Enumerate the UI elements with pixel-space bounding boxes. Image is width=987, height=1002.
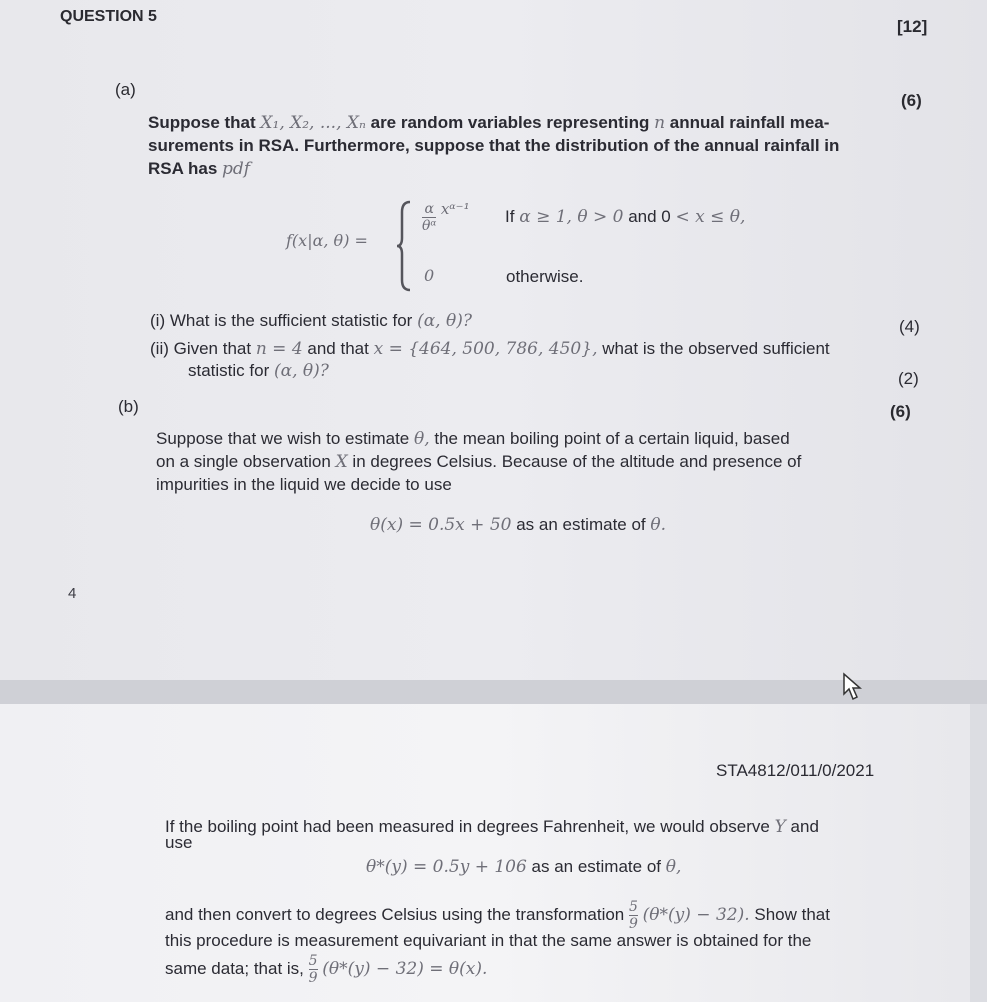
page2-line1: If the boiling point had been measured in degrees Fahrenheit, we would observe Y and xyxy=(165,817,819,837)
part-a-line1: Suppose that X₁, X₂, ..., Xₙ are random variables representing n annual rainfall mea- xyxy=(148,113,830,133)
question-ii-marks: (2) xyxy=(898,369,919,388)
estimator-fahrenheit: θ*(y) = 0.5y + 106 as an estimate of θ, xyxy=(366,857,682,877)
total-marks: [12] xyxy=(897,17,928,36)
part-b-line3: impurities in the liquid we decide to use xyxy=(156,475,452,494)
page2-line4: this procedure is measurement equivariant in that the same answer is obtained for the xyxy=(165,931,812,950)
pdf-case2-value: 0 xyxy=(424,266,435,285)
question-i: (i) What is the sufficient statistic for (α, θ)? xyxy=(150,311,472,331)
five-ninths-fraction-1: $\frac{5}{9}$ xyxy=(629,899,638,932)
page-bottom xyxy=(0,704,970,1002)
part-b-marks: (6) xyxy=(890,402,911,421)
course-code: STA4812/011/0/2021 xyxy=(716,761,875,780)
estimator-celsius: θ(x) = 0.5x + 50 as an estimate of θ. xyxy=(370,515,667,535)
pdf-lhs: f(x|α, θ) = xyxy=(286,231,368,250)
question-ii: (ii) Given that n = 4 and that x = {464, 500, 786, 450}, what is the observed sufficient xyxy=(150,339,830,359)
pdf-fraction: $\frac{\alpha}{\text{θᵅ}}$ xyxy=(422,201,437,235)
part-b-label: (b) xyxy=(118,397,139,416)
pdf-case2-text: otherwise. xyxy=(506,267,584,286)
part-a-label: (a) xyxy=(115,80,136,99)
pdf-case1-expr: $\frac{\alpha}{\text{θᵅ}}$ xᵅ⁻¹ xyxy=(422,200,470,235)
page2-line3: and then convert to degrees Celsius using the transformation $\frac{5}{9}$ (θ*(y) − 32). Show that xyxy=(165,899,830,932)
page-gap xyxy=(0,680,987,704)
part-b-line1: Suppose that we wish to estimate θ, the mean boiling point of a certain liquid, based xyxy=(156,429,790,449)
part-b-line2: on a single observation X in degrees Celsius. Because of the altitude and presence of xyxy=(156,452,802,472)
page-number: 4 xyxy=(68,585,77,602)
five-ninths-fraction-2: $\frac{5}{9}$ xyxy=(308,953,318,986)
pdf-case1-cond: If α ≥ 1, θ > 0 and 0 < x ≤ θ, xyxy=(505,207,746,227)
question-title: QUESTION 5 xyxy=(60,8,157,25)
question-ii-line2: statistic for (α, θ)? xyxy=(188,361,329,381)
part-a-line3: RSA has pdf xyxy=(148,159,251,179)
mouse-pointer-icon xyxy=(842,672,866,702)
question-i-marks: (4) xyxy=(899,317,920,336)
part-a-marks: (6) xyxy=(901,91,922,110)
pdf-brace xyxy=(396,200,416,292)
page2-line2: use xyxy=(165,833,193,852)
page2-line5: same data; that is, $\frac{5}{9}$ (θ*(y) − 32) = θ(x). xyxy=(165,953,488,986)
part-a-line2: surements in RSA. Furthermore, suppose that the distribution of the annual rainfall in xyxy=(148,136,840,155)
